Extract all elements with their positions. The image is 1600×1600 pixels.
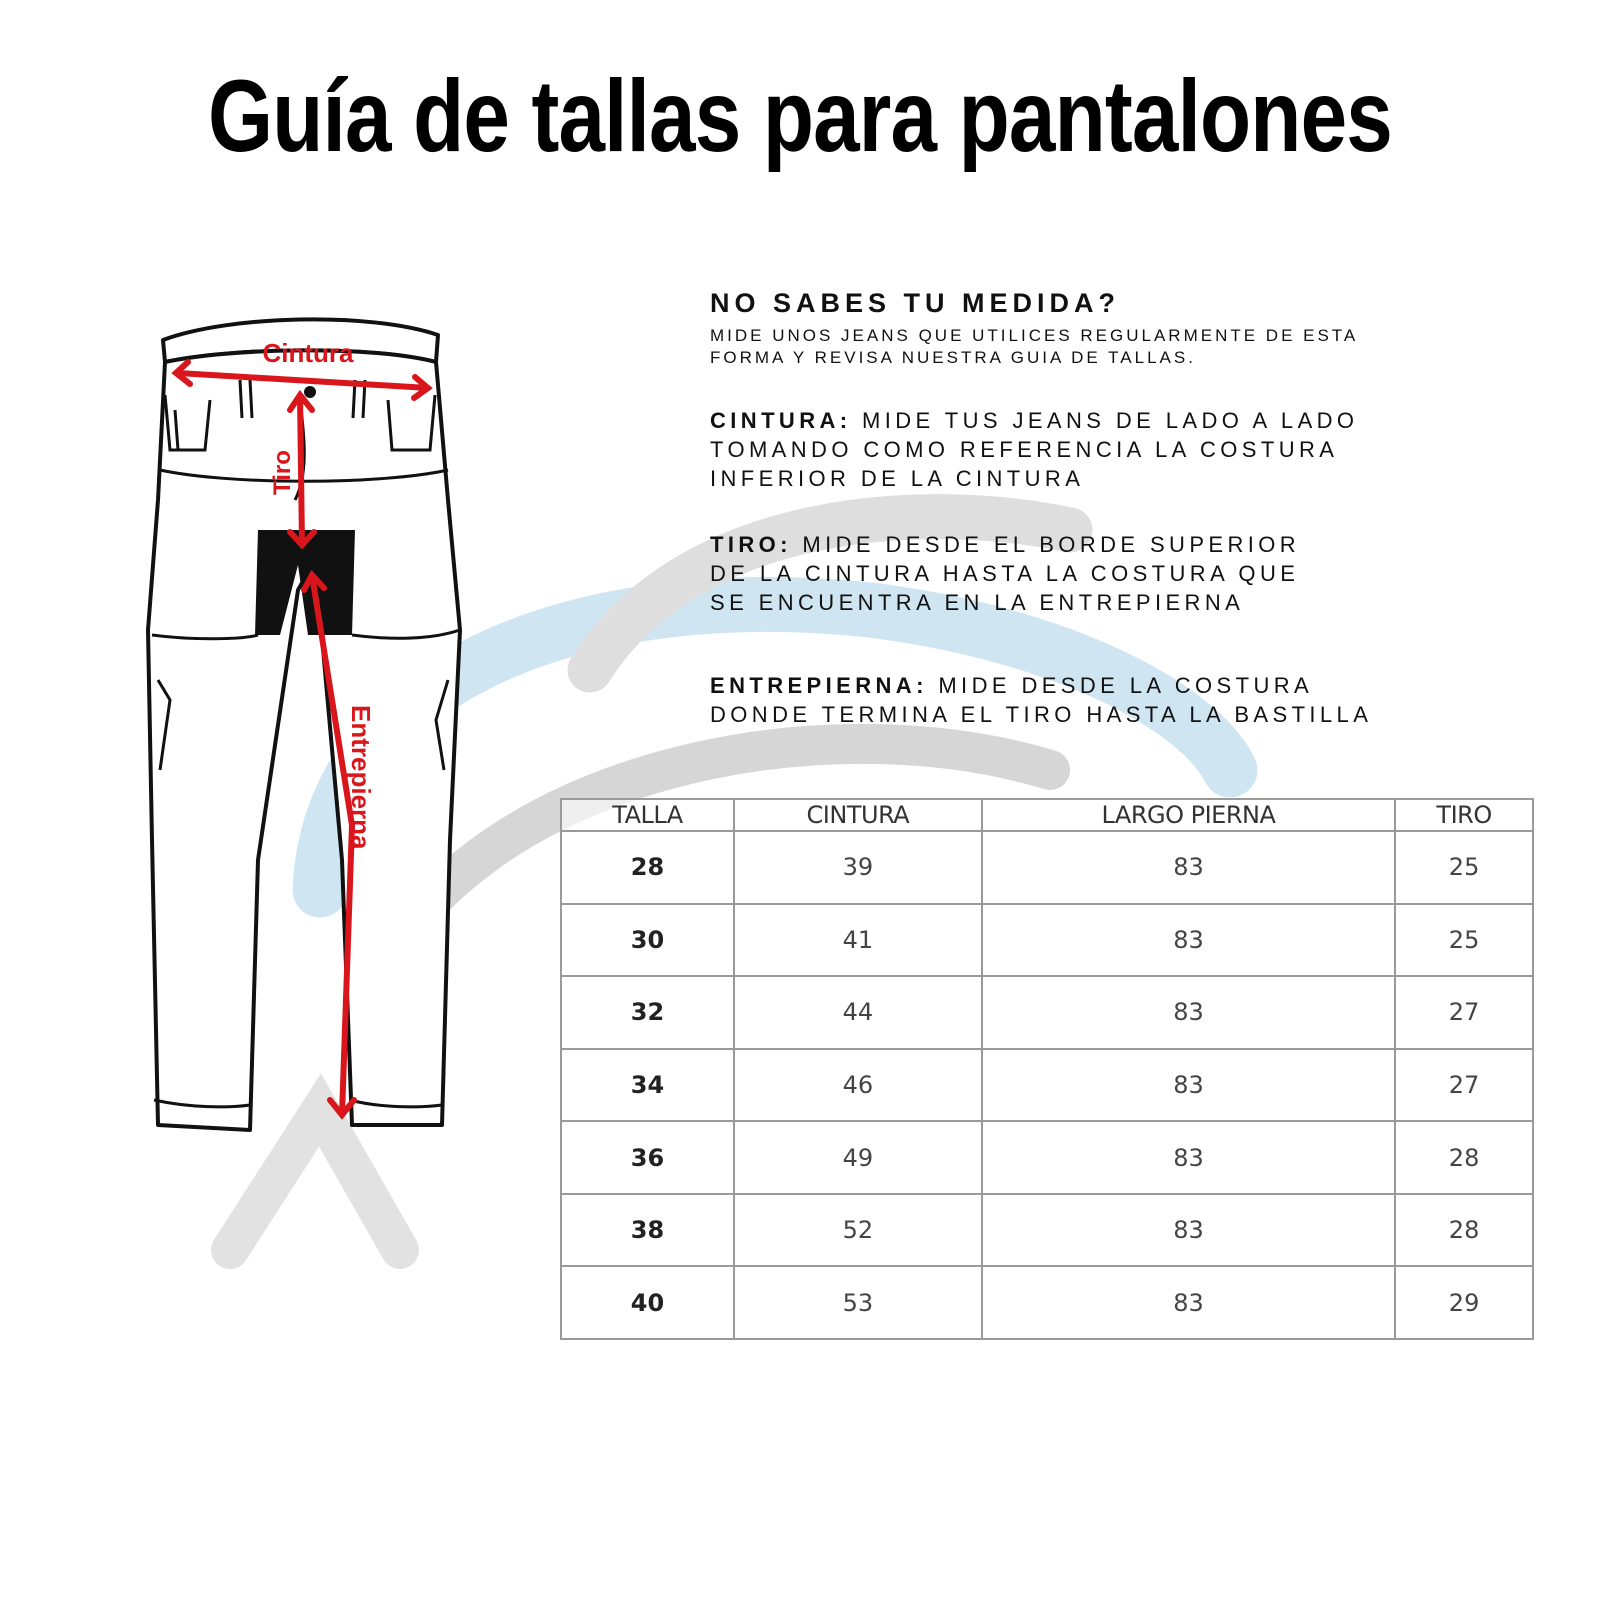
table-row — [561, 1121, 1533, 1194]
cell-cintura: 49 — [734, 1121, 982, 1194]
cell-talla: 38 — [561, 1194, 734, 1267]
table-row — [561, 831, 1533, 904]
cell-cintura: 46 — [734, 1049, 982, 1122]
cell-cintura: 52 — [734, 1194, 982, 1267]
cell-talla: 36 — [561, 1121, 734, 1194]
cintura-instruction — [710, 406, 1358, 493]
cell-largo-pierna: 83 — [982, 831, 1395, 904]
cell-largo-pierna: 83 — [982, 1049, 1395, 1122]
cell-talla: 28 — [561, 831, 734, 904]
waist-label: Cintura — [262, 338, 354, 368]
cell-talla: 30 — [561, 904, 734, 977]
tiro-term: TIRO: — [710, 532, 792, 557]
tiro-instruction — [710, 530, 1300, 617]
pants-diagram — [130, 300, 490, 1180]
cell-tiro: 27 — [1395, 1049, 1533, 1122]
cell-largo-pierna: 83 — [982, 1266, 1395, 1339]
cintura-line: INFERIOR DE LA CINTURA — [710, 466, 1085, 491]
cell-cintura: 39 — [734, 831, 982, 904]
table-header-row — [561, 799, 1533, 831]
cell-tiro: 28 — [1395, 1121, 1533, 1194]
cell-cintura: 41 — [734, 904, 982, 977]
table-row — [561, 1194, 1533, 1267]
entrepierna-line: MIDE DESDE LA COSTURA — [938, 673, 1314, 698]
inseam-label: Entrepierna — [346, 705, 376, 850]
cell-largo-pierna: 83 — [982, 976, 1395, 1049]
page-title: Guía de tallas para pantalones — [208, 59, 1392, 173]
cintura-term: CINTURA: — [710, 408, 852, 433]
tiro-line: MIDE DESDE EL BORDE SUPERIOR — [802, 532, 1301, 557]
cell-largo-pierna: 83 — [982, 1194, 1395, 1267]
cintura-line: TOMANDO COMO REFERENCIA LA COSTURA — [710, 437, 1339, 462]
cell-talla: 32 — [561, 976, 734, 1049]
cell-cintura: 53 — [734, 1266, 982, 1339]
header-cintura: CINTURA — [734, 799, 982, 831]
cell-talla: 40 — [561, 1266, 734, 1339]
cell-tiro: 25 — [1395, 904, 1533, 977]
tiro-line: SE ENCUENTRA EN LA ENTREPIERNA — [710, 590, 1245, 615]
instructions-subtitle-line: MIDE UNOS JEANS QUE UTILICES REGULARMENTE DE ESTA — [710, 326, 1359, 345]
rise-arrow — [300, 395, 302, 545]
entrepierna-term: ENTREPIERNA: — [710, 673, 928, 698]
header-tiro: TIRO — [1395, 799, 1533, 831]
table-row — [561, 976, 1533, 1049]
table-row — [561, 1266, 1533, 1339]
cintura-line: MIDE TUS JEANS DE LADO A LADO — [862, 408, 1359, 433]
cell-largo-pierna: 83 — [982, 904, 1395, 977]
cell-tiro: 25 — [1395, 831, 1533, 904]
table-row — [561, 904, 1533, 977]
size-table — [560, 798, 1534, 1340]
cell-cintura: 44 — [734, 976, 982, 1049]
entrepierna-instruction — [710, 671, 1372, 729]
cell-tiro: 28 — [1395, 1194, 1533, 1267]
tiro-line: DE LA CINTURA HASTA LA COSTURA QUE — [710, 561, 1300, 586]
instructions-subtitle-line: FORMA Y REVISA NUESTRA GUIA DE TALLAS. — [710, 348, 1196, 367]
measuring-instructions — [710, 288, 1570, 727]
cell-tiro: 29 — [1395, 1266, 1533, 1339]
table-row — [561, 1049, 1533, 1122]
rise-label: Tiro — [269, 450, 296, 495]
header-largo-pierna: LARGO PIERNA — [982, 799, 1395, 831]
cell-talla: 34 — [561, 1049, 734, 1122]
header-talla: TALLA — [561, 799, 734, 831]
cell-tiro: 27 — [1395, 976, 1533, 1049]
instructions-heading: NO SABES TU MEDIDA? — [710, 288, 1121, 318]
cell-largo-pierna: 83 — [982, 1121, 1395, 1194]
entrepierna-line: DONDE TERMINA EL TIRO HASTA LA BASTILLA — [710, 702, 1373, 727]
